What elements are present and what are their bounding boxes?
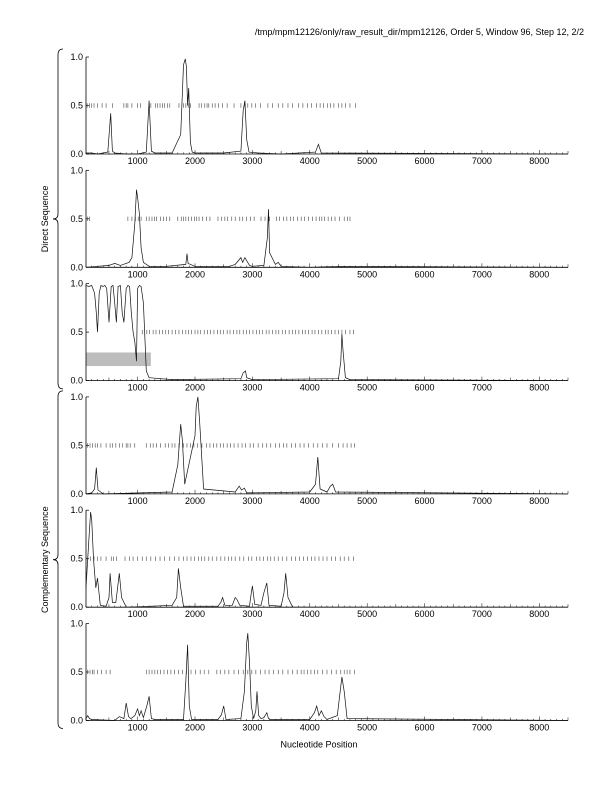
- x-tick-label: 7000: [471, 495, 492, 506]
- page-title: /tmp/mpm12126/only/raw_result_dir/mpm12126, Order 5, Window 96, Step 12, 2/2: [254, 27, 584, 37]
- y-tick-label: 0.0: [70, 602, 83, 613]
- x-tick-label: 7000: [471, 156, 492, 166]
- y-tick-label: 1.0: [70, 618, 83, 629]
- x-tick-label: 1000: [127, 722, 148, 733]
- x-tick-label: 2000: [185, 382, 206, 393]
- x-tick-label: 2000: [185, 495, 206, 506]
- x-tick-label: 2000: [185, 156, 206, 166]
- y-tick-label: 1.0: [70, 391, 83, 402]
- y-tick-label: 0.0: [70, 715, 83, 726]
- x-tick-label: 6000: [414, 382, 435, 393]
- y-tick-label: 0.0: [70, 488, 83, 499]
- y-tick-label: 0.5: [70, 667, 83, 677]
- x-tick-label: 8000: [529, 156, 550, 166]
- x-tick-label: 4000: [299, 722, 320, 733]
- x-tick-label: 8000: [529, 722, 550, 733]
- shaded-region: [86, 352, 151, 366]
- x-tick-label: 6000: [414, 156, 435, 166]
- x-tick-label: 6000: [414, 495, 435, 506]
- group-brace: [53, 49, 63, 389]
- x-tick-label: 5000: [357, 156, 378, 166]
- x-tick-label: 8000: [529, 269, 550, 280]
- x-tick-label: 4000: [299, 382, 320, 393]
- x-tick-label: 3000: [242, 722, 263, 733]
- x-tick-label: 3000: [242, 156, 263, 166]
- y-tick-label: 0.5: [70, 327, 83, 338]
- x-tick-label: 7000: [471, 722, 492, 733]
- x-tick-label: 1000: [127, 382, 148, 393]
- x-tick-label: 3000: [242, 609, 263, 620]
- x-tick-label: 3000: [242, 269, 263, 280]
- x-tick-label: 4000: [299, 156, 320, 166]
- series-line: [86, 190, 568, 268]
- y-tick-label: 0.5: [70, 440, 83, 451]
- series-line: [86, 286, 568, 381]
- x-tick-label: 4000: [299, 269, 320, 280]
- y-tick-label: 0.5: [70, 553, 83, 564]
- x-tick-label: 7000: [471, 269, 492, 280]
- y-tick-label: 0.5: [70, 213, 83, 224]
- x-tick-label: 1000: [127, 156, 148, 166]
- x-tick-label: 2000: [185, 722, 206, 733]
- x-tick-label: 1000: [127, 609, 148, 620]
- y-tick-label: 0.0: [70, 149, 83, 159]
- y-tick-label: 1.0: [70, 278, 83, 289]
- x-tick-label: 6000: [414, 269, 435, 280]
- x-tick-label: 3000: [242, 382, 263, 393]
- group-brace: [53, 391, 63, 729]
- y-tick-label: 1.0: [70, 505, 83, 516]
- x-tick-label: 7000: [471, 609, 492, 620]
- series-line: [86, 633, 568, 720]
- x-tick-label: 2000: [185, 269, 206, 280]
- y-tick-label: 0.0: [70, 375, 83, 386]
- group-label: Direct Sequence: [40, 185, 50, 253]
- y-tick-label: 0.5: [70, 100, 83, 111]
- y-tick-label: 1.0: [70, 52, 83, 62]
- x-tick-label: 1000: [127, 269, 148, 280]
- x-tick-label: 4000: [299, 495, 320, 506]
- x-tick-label: 5000: [357, 722, 378, 733]
- x-tick-label: 5000: [357, 495, 378, 506]
- x-tick-label: 5000: [357, 269, 378, 280]
- x-tick-label: 8000: [529, 382, 550, 393]
- x-tick-label: 7000: [471, 382, 492, 393]
- group-label: Complementary Sequence: [40, 506, 50, 613]
- x-tick-label: 1000: [127, 495, 148, 506]
- x-tick-label: 4000: [299, 609, 320, 620]
- x-tick-label: 5000: [357, 382, 378, 393]
- y-tick-label: 0.0: [70, 262, 83, 273]
- x-axis-label: Nucleotide Position: [280, 739, 358, 750]
- x-tick-label: 5000: [357, 609, 378, 620]
- x-tick-label: 6000: [414, 609, 435, 620]
- x-tick-label: 3000: [242, 495, 263, 506]
- y-tick-label: 1.0: [70, 165, 83, 176]
- x-tick-label: 8000: [529, 495, 550, 506]
- x-tick-label: 6000: [414, 722, 435, 733]
- x-tick-label: 2000: [185, 609, 206, 620]
- series-line: [86, 59, 568, 154]
- x-tick-label: 8000: [529, 609, 550, 620]
